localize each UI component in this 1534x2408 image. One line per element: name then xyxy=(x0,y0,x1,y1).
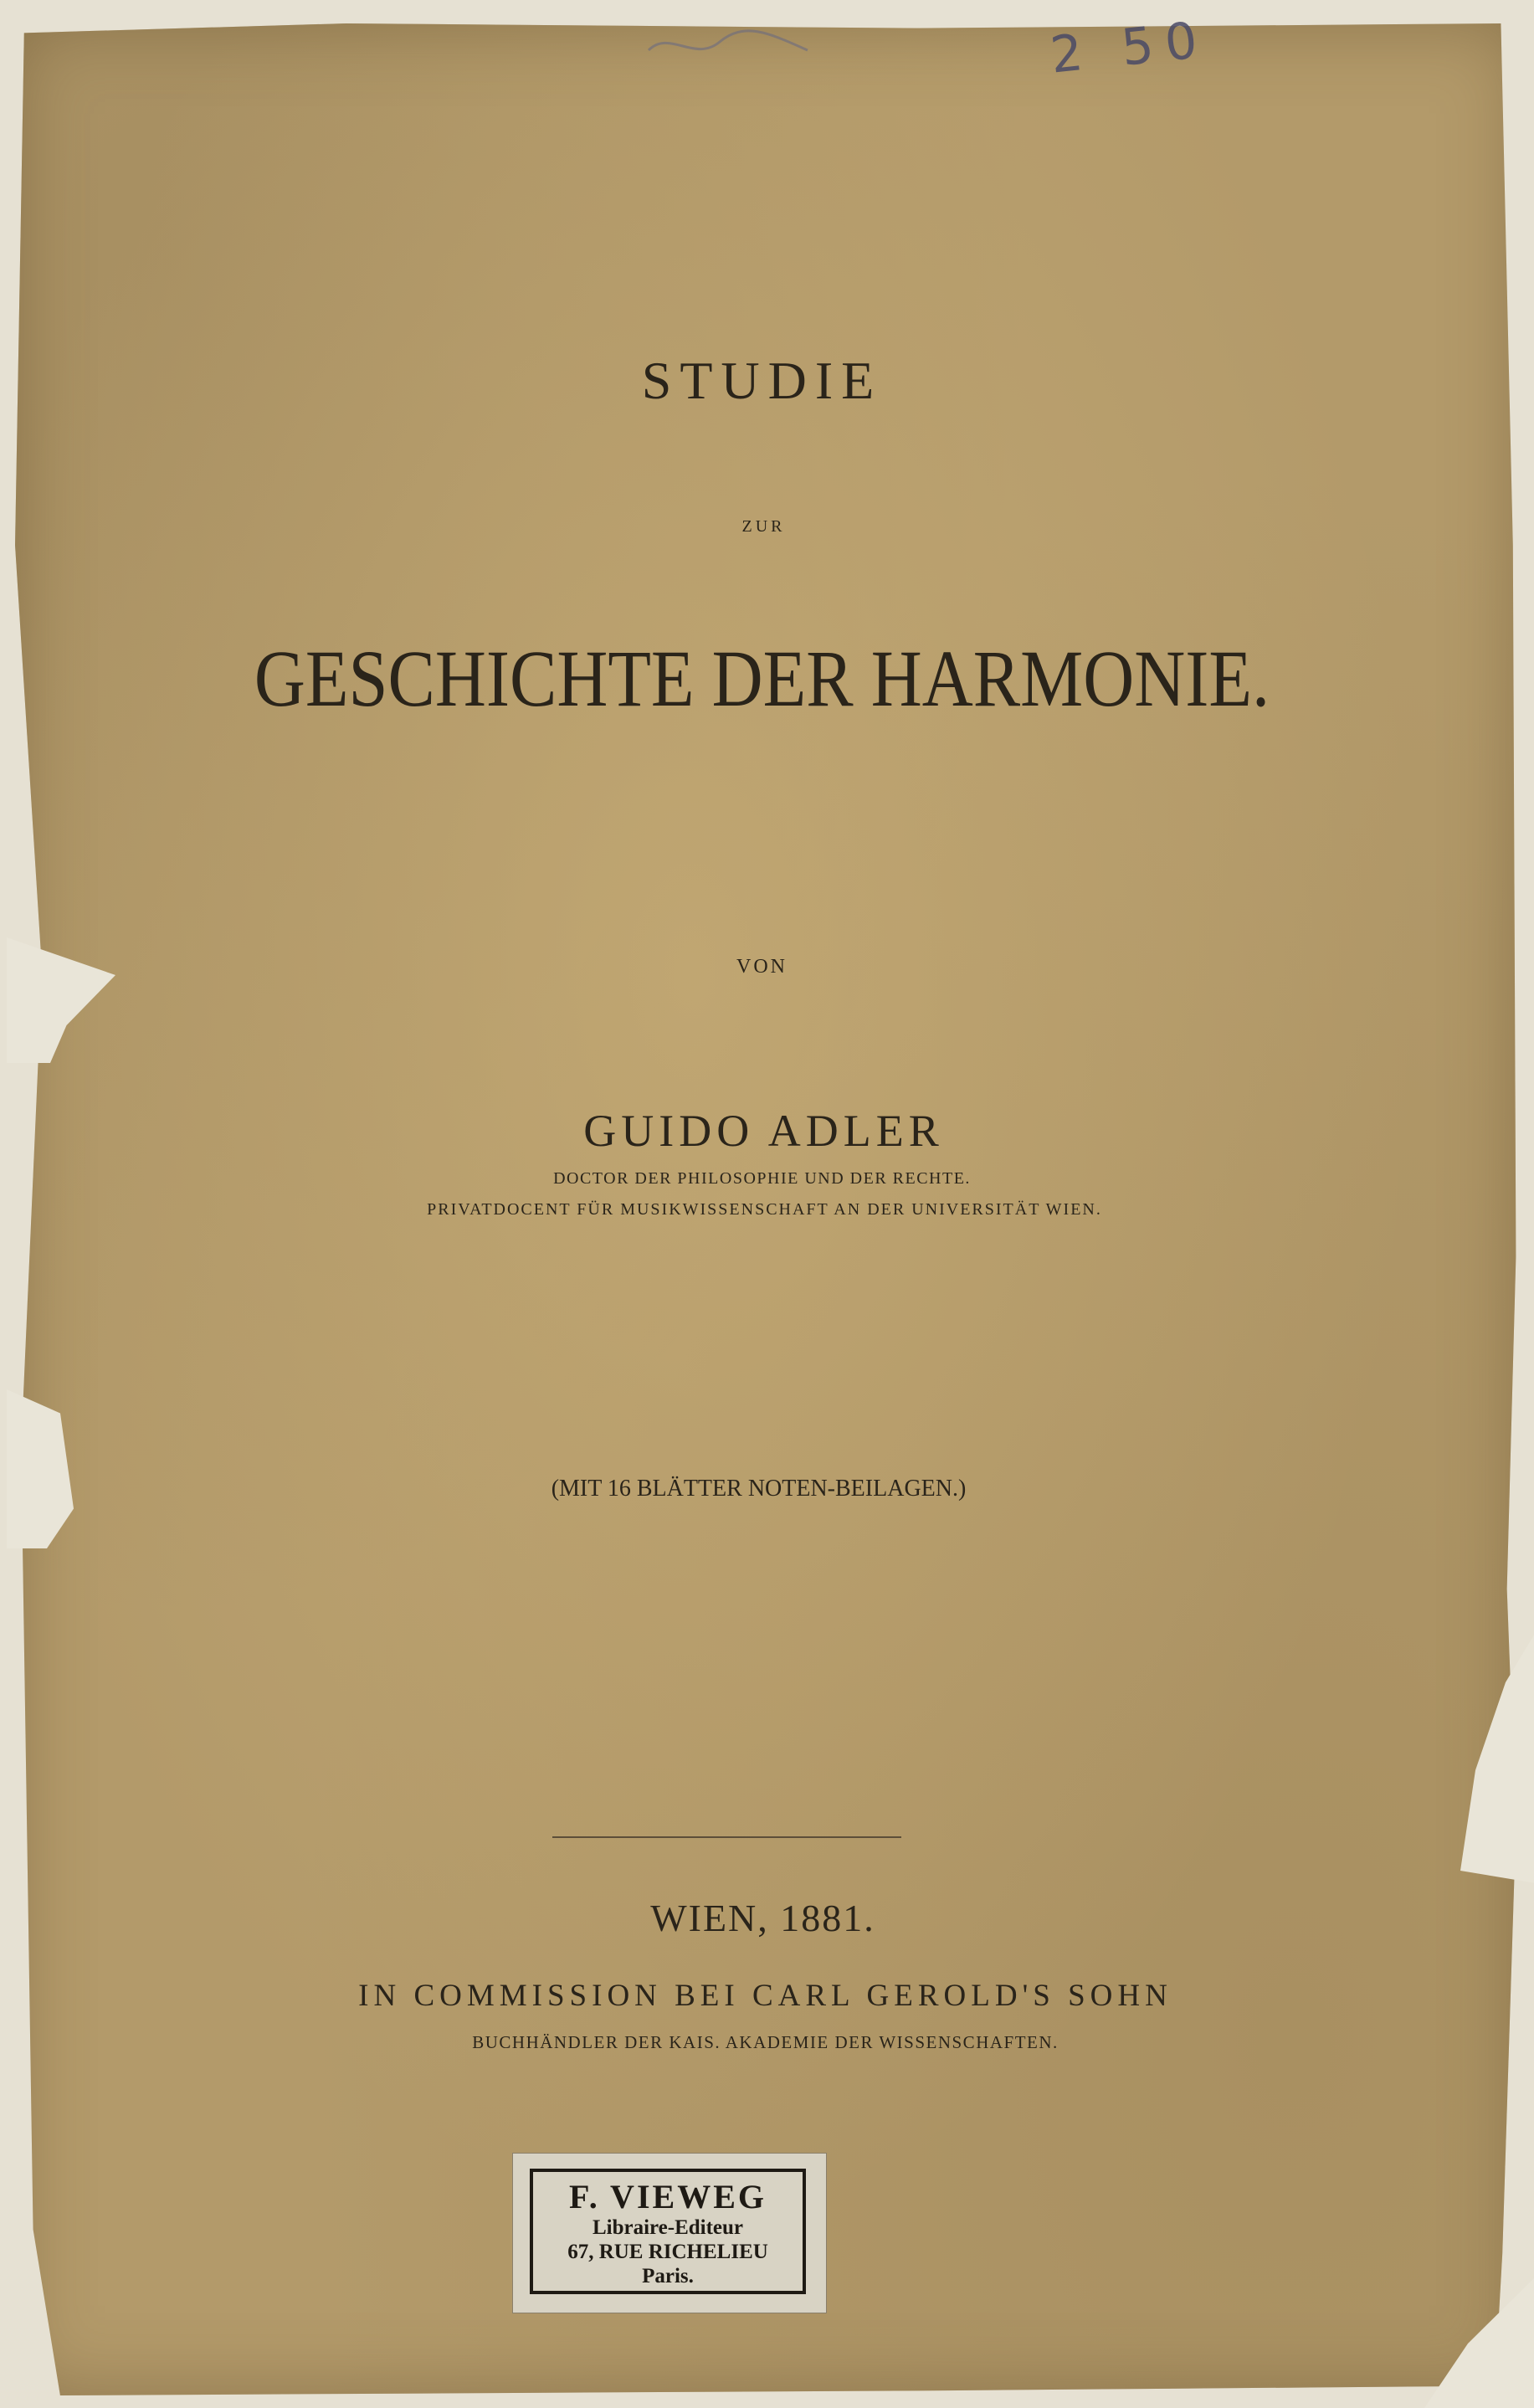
title-line-1: STUDIE xyxy=(641,351,883,410)
bookseller-address: 67, RUE RICHELIEU xyxy=(567,2241,768,2263)
main-title: GESCHICHTE DER HARMONIE. xyxy=(254,634,1270,723)
bookseller-name: F. VIEWEG xyxy=(569,2178,767,2215)
bookseller-label xyxy=(513,2154,826,2313)
publisher-commission: IN COMMISSION BEI CARL GEROLD'S SOHN xyxy=(358,1979,1172,2013)
author-name: GUIDO ADLER xyxy=(583,1106,944,1156)
bookseller-city: Paris. xyxy=(642,2265,694,2287)
publisher-bookseller: BUCHHÄNDLER DER KAIS. AKADEMIE DER WISSENSCHAFTEN. xyxy=(472,2032,1059,2052)
title-line-2: ZUR xyxy=(741,517,786,536)
handwritten-price: 2 50 xyxy=(1047,10,1212,85)
divider-rule xyxy=(552,1836,901,1838)
bookseller-label-frame xyxy=(530,2169,806,2294)
supplement-note: (MIT 16 BLÄTTER NOTEN-BEILAGEN.) xyxy=(551,1476,967,1502)
pencil-scribble xyxy=(644,25,812,67)
publication-place-year: WIEN, 1881. xyxy=(650,1897,875,1939)
byline-von: VON xyxy=(736,956,788,978)
author-credential: DOCTOR DER PHILOSOPHIE UND DER RECHTE. xyxy=(553,1169,971,1188)
bookseller-role: Libraire-Editeur xyxy=(592,2216,744,2239)
author-credential: PRIVATDOCENT FÜR MUSIKWISSENSCHAFT AN DER UNIVERSITÄT WIEN. xyxy=(427,1200,1102,1219)
